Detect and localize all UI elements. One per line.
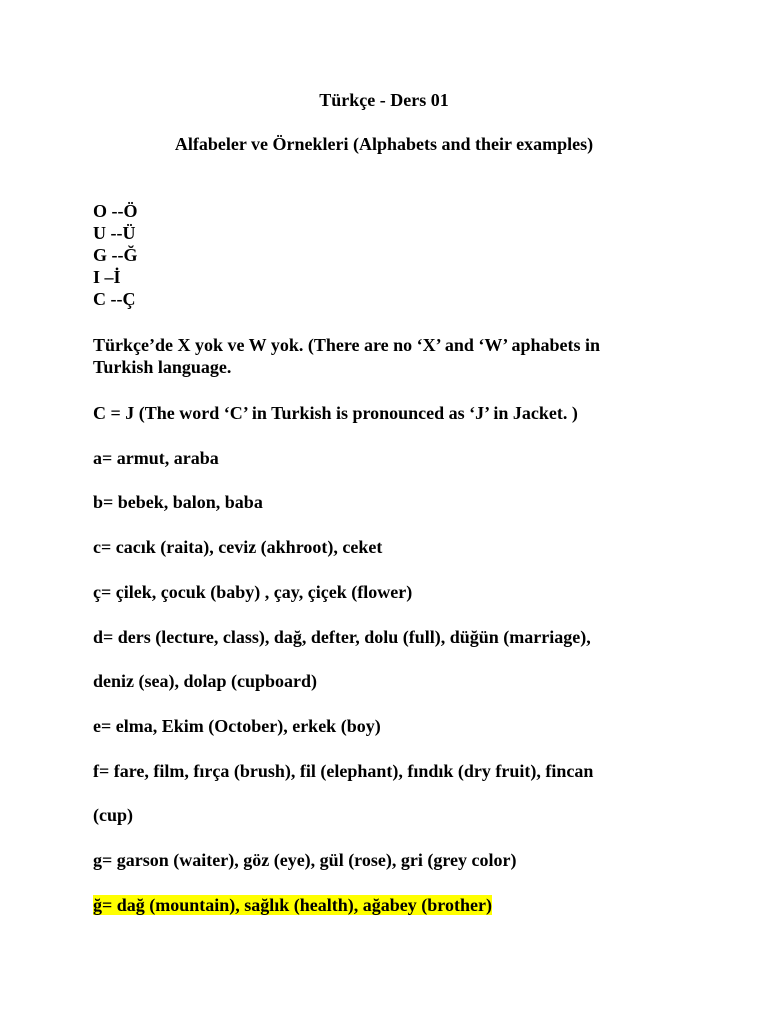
example-f-line-1: f= fare, film, fırça (brush), fil (elephant), fındık (dry fruit), fincan bbox=[93, 761, 594, 781]
letter-pair: C --Ç bbox=[93, 289, 136, 309]
example-d-line-2: deniz (sea), dolap (cupboard) bbox=[93, 671, 318, 691]
example-c: c= cacık (raita), ceviz (akhroot), ceket bbox=[93, 537, 383, 557]
example-a: a= armut, araba bbox=[93, 448, 219, 468]
example-soft-g bbox=[93, 894, 492, 916]
example-d-line-1: d= ders (lecture, class), dağ, defter, dolu (full), düğün (marriage), bbox=[93, 627, 591, 647]
document-title: Türkçe - Ders 01 bbox=[319, 90, 449, 110]
c-j-note: C = J (The word ‘C’ in Turkish is pronounced as ‘J’ in Jacket. ) bbox=[93, 403, 578, 423]
example-g: g= garson (waiter), göz (eye), gül (rose), gri (grey color) bbox=[93, 850, 517, 870]
highlighted-text: ğ= dağ (mountain), sağlık (health), ağabey (brother) bbox=[93, 895, 492, 915]
letter-pair: O --Ö bbox=[93, 201, 138, 221]
document-subtitle: Alfabeler ve Örnekleri (Alphabets and their examples) bbox=[174, 134, 594, 154]
example-c-cedilla: ç= çilek, çocuk (baby) , çay, çiçek (flower) bbox=[93, 582, 413, 602]
example-e: e= elma, Ekim (October), erkek (boy) bbox=[93, 716, 381, 736]
example-f-line-2: (cup) bbox=[93, 805, 133, 825]
letter-pair: U --Ü bbox=[93, 223, 136, 243]
example-b: b= bebek, balon, baba bbox=[93, 492, 263, 512]
letter-pair: I –İ bbox=[93, 267, 121, 287]
note-line-2: Turkish language. bbox=[93, 357, 232, 377]
letter-pair: G --Ğ bbox=[93, 245, 138, 265]
note-line-1: Türkçe’de X yok ve W yok. (There are no ‘X’ and ‘W’ aphabets in bbox=[93, 335, 601, 355]
